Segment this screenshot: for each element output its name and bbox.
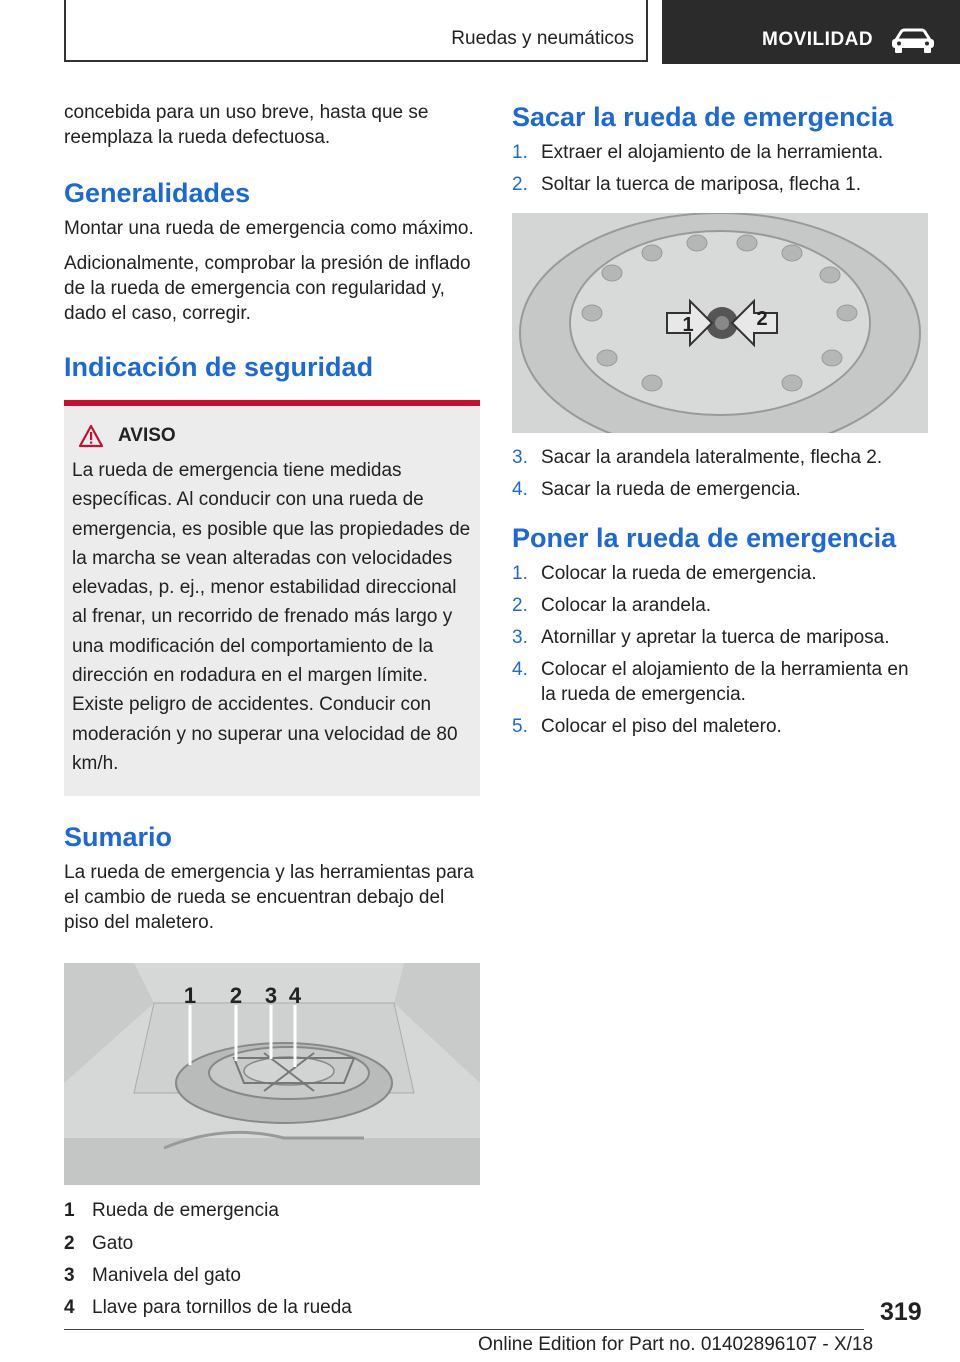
remove-spare-heading: Sacar la rueda de emergencia: [512, 102, 894, 132]
step-item: [512, 714, 928, 739]
step-text: Extraer el alojamiento de la herramienta.: [541, 142, 884, 163]
car-icon: [890, 28, 936, 54]
step-number: 1.: [512, 142, 528, 163]
general-paragraph-2: Adicionalmente, comprobar la presión de inflado de la rueda de emergencia con regularidad y, dado el caso, corregir.: [64, 253, 471, 324]
figure-callout-3: 3: [264, 983, 278, 1009]
legend-number: 1: [64, 1200, 75, 1222]
figure-callout-1: 1: [682, 314, 694, 336]
trunk-illustration: [64, 963, 480, 1185]
legend-label: Gato: [92, 1232, 134, 1254]
legend-label: Rueda de emergencia: [92, 1200, 279, 1222]
step-text: Sacar la rueda de emergencia.: [541, 479, 801, 500]
step-item: [512, 593, 928, 618]
warning-title: AVISO: [118, 425, 176, 446]
spare-wheel-illustration: [512, 213, 928, 433]
warning-box: [64, 400, 480, 796]
step-number: 3.: [512, 627, 528, 648]
header-section-title: Ruedas y neumáticos: [451, 28, 634, 49]
step-number: 3.: [512, 447, 528, 468]
step-item: [512, 140, 928, 165]
mount-spare-heading: Poner la rueda de emergencia: [512, 523, 897, 553]
step-text: Colocar la arandela.: [541, 595, 712, 616]
figure-callout-2: 2: [229, 983, 243, 1009]
trunk-tools-figure: [64, 963, 480, 1185]
intro-paragraph: concebida para un uso breve, hasta que se reemplaza la rueda defectuosa.: [64, 102, 429, 148]
safety-heading: Indicación de seguridad: [64, 352, 374, 382]
step-item: [512, 625, 928, 650]
step-number: 5.: [512, 716, 528, 737]
header-chapter-box: [662, 0, 960, 64]
legend-item: [64, 1195, 480, 1227]
legend-label: Llave para tornillos de la rueda: [92, 1297, 352, 1319]
figure-callout-4: 4: [288, 983, 302, 1009]
step-item: [512, 657, 928, 707]
legend-item: [64, 1260, 480, 1292]
header-section-box: [64, 0, 648, 62]
step-text: Colocar el alojamiento de la herramienta en la rueda de emergencia.: [541, 659, 909, 705]
legend-item: [64, 1292, 480, 1324]
page-number: 319: [880, 1298, 922, 1326]
footer-edition: Online Edition for Part no. 01402896107 - X/18: [478, 1334, 874, 1355]
figure-callout-1: 1: [183, 983, 197, 1009]
header-chapter-title: MOVILIDAD: [762, 29, 874, 50]
summary-heading: Sumario: [64, 822, 173, 853]
step-number: 4.: [512, 479, 528, 500]
warning-text: La rueda de emergencia tiene medidas específicas. Al conducir con una rueda de emergencia, es posible que las propiedades de la marcha se vean alteradas con velocidades elevadas, p. ej., menor estabilidad direccional al frenar, un recorrido de frenado más largo y una modificación del comportamiento de la dirección en rodadura en el margen límite. Existe peligro de accidentes. Conducir con moderación y no superar una velocidad de 80 km/h.: [72, 460, 471, 774]
general-paragraph-1: Montar una rueda de emergencia como máximo.: [64, 218, 474, 239]
left-column: [64, 100, 480, 1325]
footer-divider: [64, 1329, 864, 1330]
step-text: Sacar la arandela lateralmente, flecha 2.: [541, 447, 883, 468]
right-column: [512, 100, 928, 746]
step-text: Soltar la tuerca de mariposa, flecha 1.: [541, 174, 862, 195]
step-number: 2.: [512, 595, 528, 616]
legend-number: 4: [64, 1297, 75, 1319]
legend-number: 3: [64, 1265, 75, 1287]
legend-item: [64, 1228, 480, 1260]
legend-label: Manivela del gato: [92, 1265, 241, 1287]
step-item: [512, 172, 928, 197]
step-text: Colocar el piso del maletero.: [541, 716, 782, 737]
step-item: [512, 445, 928, 470]
summary-paragraph: La rueda de emergencia y las herramientas para el cambio de rueda se encuentran debajo del piso del maletero.: [64, 862, 474, 934]
warning-triangle-icon: [78, 424, 104, 448]
step-item: [512, 561, 928, 586]
step-item: [512, 477, 928, 502]
legend-number: 2: [64, 1232, 75, 1254]
figure-callout-2: 2: [756, 308, 768, 330]
wing-nut-figure: [512, 213, 928, 433]
figure-legend: [64, 1195, 480, 1325]
step-number: 2.: [512, 174, 528, 195]
step-number: 4.: [512, 659, 528, 680]
step-text: Atornillar y apretar la tuerca de mariposa.: [541, 627, 890, 648]
step-number: 1.: [512, 563, 528, 584]
general-heading: Generalidades: [64, 178, 251, 208]
step-text: Colocar la rueda de emergencia.: [541, 563, 817, 584]
